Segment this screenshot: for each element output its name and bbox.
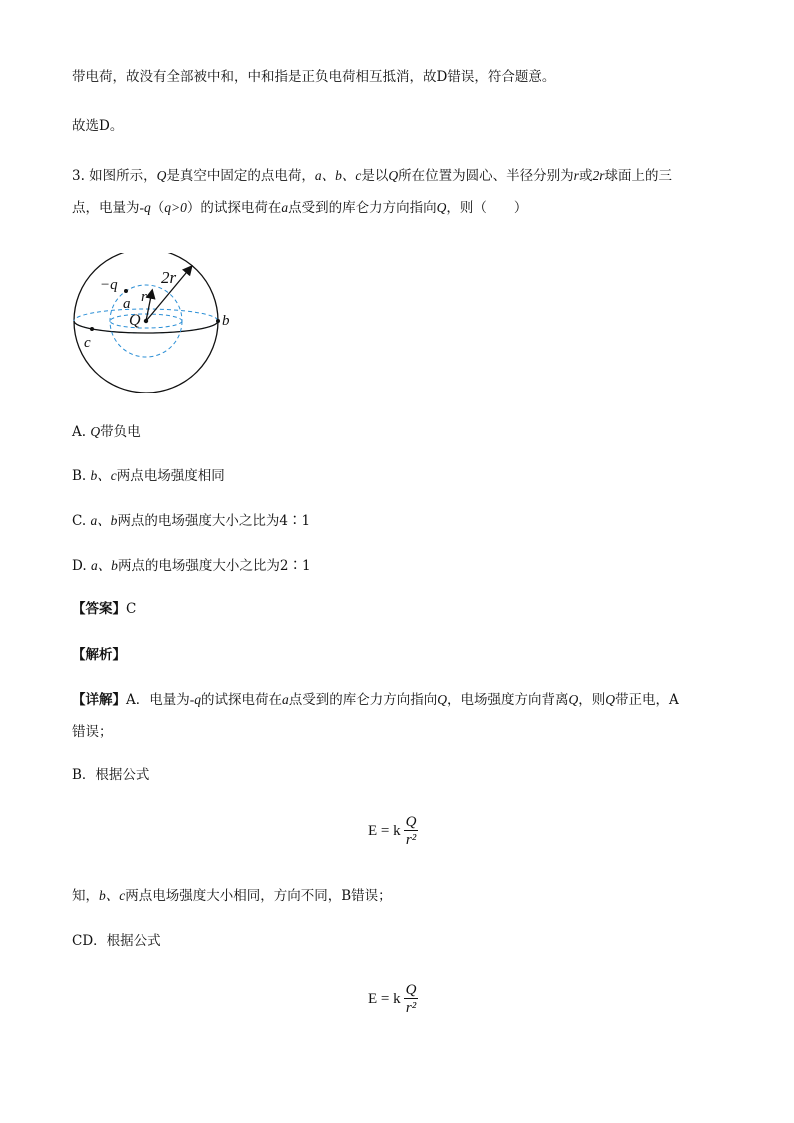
label-Q: Q: [129, 312, 141, 329]
point-Q: [144, 319, 148, 323]
option-B: B. b、c两点电场强度相同: [72, 468, 225, 484]
detail-line-1: 【详解】A．电量为-q的试探电荷在a点受到的库仑力方向指向Q，电场强度方向背离Q，则Q带正电，A: [72, 692, 679, 708]
text-line-2: 故选D。: [72, 118, 124, 134]
text-line-1: 带电荷，故没有全部被中和，中和指是正负电荷相互抵消，故D错误，符合题意。: [72, 69, 556, 85]
formula-1: E = k $\frac{Q}{\text{r²}}$: [368, 814, 417, 848]
answer-line: 【答案】C: [72, 601, 137, 617]
question-3-line-1: 3. 如图所示，Q是真空中固定的点电荷，a、b、c是以Q所在位置为圆心、半径分别为r或2r球面上的三: [72, 168, 672, 184]
sphere-diagram: [70, 253, 240, 393]
option-D: D. a、b两点的电场强度大小之比为2∶1: [72, 558, 311, 574]
detail-line-2: 错误；: [72, 724, 113, 740]
point-c: [90, 327, 94, 331]
detail-line-5: CD．根据公式: [72, 933, 161, 949]
label-a: a: [123, 296, 131, 312]
analysis-heading: 【解析】: [72, 647, 126, 663]
detail-line-3: B．根据公式: [72, 767, 150, 783]
label-2r: 2r: [161, 268, 177, 287]
question-3-line-2: 点，电量为-q（q>0）的试探电荷在a点受到的库仑力方向指向Q，则（ ）: [72, 200, 528, 216]
label-c: c: [84, 335, 91, 351]
point-a: [124, 289, 128, 293]
detail-line-4: 知，b、c两点电场强度大小相同，方向不同，B错误；: [72, 888, 392, 904]
option-A: A. Q带负电: [72, 424, 141, 440]
label-r: r: [141, 289, 147, 305]
label-b: b: [222, 313, 230, 329]
point-b: [216, 319, 220, 323]
label-neg-q: −q: [100, 277, 118, 293]
formula-2: E = k $\frac{Q}{\text{r²}}$: [368, 982, 417, 1016]
option-C: C. a、b两点的电场强度大小之比为4∶1: [72, 513, 311, 529]
